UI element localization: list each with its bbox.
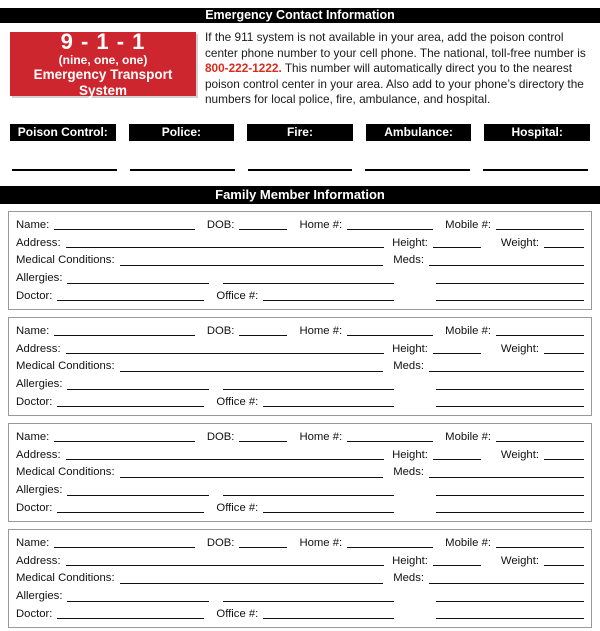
mobile-phone-field-line[interactable] <box>496 228 584 230</box>
member-row-allergies <box>16 374 584 392</box>
member-row-name <box>16 215 584 233</box>
member-row-allergies <box>16 268 584 286</box>
mobile-phone-label: Mobile #: <box>445 536 491 549</box>
name-label: Name: <box>16 536 50 549</box>
meds-continuation-line-1[interactable] <box>436 600 584 602</box>
doctor-label: Doctor: <box>16 607 53 620</box>
name-label: Name: <box>16 218 50 231</box>
member-row-medical <box>16 463 584 481</box>
home-phone-label: Home #: <box>299 218 343 231</box>
height-label: Height: <box>392 448 428 461</box>
height-field-line[interactable] <box>433 352 481 354</box>
doctor-field-line[interactable] <box>57 299 204 301</box>
meds-continuation-line-1[interactable] <box>436 388 584 390</box>
office-phone-field-line[interactable] <box>263 405 394 407</box>
hospital-fill-line[interactable] <box>483 168 588 171</box>
section-header-family-member: Family Member Information <box>0 186 600 204</box>
office-phone-field-line[interactable] <box>263 299 394 301</box>
office-phone-field-line[interactable] <box>263 617 394 619</box>
member-row-address <box>16 445 584 463</box>
meds-continuation-line-2[interactable] <box>436 299 584 301</box>
medical-conditions-field-line[interactable] <box>120 476 384 478</box>
contact-label-fire: Fire: <box>247 124 353 141</box>
meds-label: Meds: <box>393 360 424 373</box>
dob-label: DOB: <box>206 430 235 443</box>
address-label: Address: <box>16 342 61 355</box>
meds-label: Meds: <box>393 254 424 267</box>
intro-paragraph <box>205 30 590 108</box>
home-phone-field-line[interactable] <box>347 334 433 336</box>
name-label: Name: <box>16 430 50 443</box>
member-row-medical <box>16 357 584 375</box>
allergies-label: Allergies: <box>16 272 63 285</box>
medical-conditions-label: Medical Conditions: <box>16 360 115 373</box>
contact-label-police: Police: <box>129 124 235 141</box>
contact-label-ambulance: Ambulance: <box>366 124 472 141</box>
member-row-doctor <box>16 498 584 516</box>
mobile-phone-label: Mobile #: <box>445 430 491 443</box>
911-subtitle: Emergency Transport System <box>33 66 173 98</box>
contact-label-poison-control: Poison Control: <box>10 124 116 141</box>
member-row-name <box>16 321 584 339</box>
ambulance-fill-line[interactable] <box>365 168 470 171</box>
medical-conditions-label: Medical Conditions: <box>16 254 115 267</box>
allergies-label: Allergies: <box>16 484 63 497</box>
family-member-block <box>8 317 592 416</box>
meds-label: Meds: <box>393 572 424 585</box>
meds-continuation-line-2[interactable] <box>436 405 584 407</box>
height-field-line[interactable] <box>433 458 481 460</box>
height-label: Height: <box>392 554 428 567</box>
member-row-allergies <box>16 586 584 604</box>
allergies-continuation-line[interactable] <box>223 600 394 602</box>
member-row-doctor <box>16 392 584 410</box>
member-row-allergies <box>16 480 584 498</box>
address-field-line[interactable] <box>66 246 385 248</box>
police-fill-line[interactable] <box>130 168 235 171</box>
911-number: 9 - 1 - 1 <box>60 28 146 54</box>
meds-field-line[interactable] <box>429 476 584 478</box>
allergies-field-line[interactable] <box>67 600 209 602</box>
meds-continuation-line-2[interactable] <box>436 511 584 513</box>
height-field-line[interactable] <box>433 564 481 566</box>
intro-text-before: If the 911 system is not available in your area, add the poison control center phone number to your cell phone. The national, toll-free number is <box>205 30 586 60</box>
dob-label: DOB: <box>206 324 235 337</box>
fire-fill-line[interactable] <box>248 168 353 171</box>
weight-field-line[interactable] <box>544 246 584 248</box>
doctor-label: Doctor: <box>16 395 53 408</box>
address-field-line[interactable] <box>66 352 385 354</box>
home-phone-label: Home #: <box>299 324 343 337</box>
home-phone-field-line[interactable] <box>347 440 433 442</box>
mobile-phone-field-line[interactable] <box>496 334 584 336</box>
dob-label: DOB: <box>206 218 235 231</box>
poison-control-fill-line[interactable] <box>12 168 117 171</box>
address-label: Address: <box>16 554 61 567</box>
doctor-label: Doctor: <box>16 501 53 514</box>
name-field-line[interactable] <box>54 546 195 548</box>
name-field-line[interactable] <box>54 228 195 230</box>
medical-conditions-field-line[interactable] <box>120 582 384 584</box>
doctor-field-line[interactable] <box>57 617 204 619</box>
doctor-label: Doctor: <box>16 289 53 302</box>
office-phone-label: Office #: <box>216 395 259 408</box>
member-row-medical <box>16 251 584 269</box>
mobile-phone-field-line[interactable] <box>496 440 584 442</box>
medical-conditions-field-line[interactable] <box>120 264 384 266</box>
section-header-emergency-contact: Emergency Contact Information <box>0 8 600 23</box>
weight-field-line[interactable] <box>544 458 584 460</box>
medical-conditions-label: Medical Conditions: <box>16 466 115 479</box>
meds-field-line[interactable] <box>429 264 584 266</box>
emergency-contacts-fill-lines <box>12 168 588 171</box>
office-phone-label: Office #: <box>216 607 259 620</box>
allergies-field-line[interactable] <box>67 388 209 390</box>
weight-field-line[interactable] <box>544 352 584 354</box>
doctor-field-line[interactable] <box>57 405 204 407</box>
office-phone-label: Office #: <box>216 289 259 302</box>
allergies-label: Allergies: <box>16 590 63 603</box>
member-row-name <box>16 533 584 551</box>
intro-text-after: This number will automatically direct you to the nearest poison control center in your area. Also add to your phone’s directory the numbers for local police, fire, ambulance, and hospital. <box>205 61 584 107</box>
dob-label: DOB: <box>206 536 235 549</box>
mobile-phone-label: Mobile #: <box>445 218 491 231</box>
member-row-address <box>16 233 584 251</box>
address-field-line[interactable] <box>66 564 385 566</box>
911-phonetic: (nine, one, one) <box>58 52 148 67</box>
family-member-block <box>8 423 592 522</box>
weight-label: Weight: <box>500 554 539 567</box>
911-emergency-box <box>10 28 196 98</box>
family-member-block <box>8 211 592 310</box>
member-row-address <box>16 339 584 357</box>
name-field-line[interactable] <box>54 334 195 336</box>
member-row-doctor <box>16 604 584 622</box>
address-field-line[interactable] <box>66 458 385 460</box>
poison-control-phone-number: 800-222-1222. <box>205 61 282 76</box>
office-phone-field-line[interactable] <box>263 511 394 513</box>
dob-field-line[interactable] <box>239 334 287 336</box>
height-field-line[interactable] <box>433 246 481 248</box>
address-label: Address: <box>16 448 61 461</box>
medical-conditions-label: Medical Conditions: <box>16 572 115 585</box>
meds-field-line[interactable] <box>429 582 584 584</box>
weight-label: Weight: <box>500 448 539 461</box>
allergies-field-line[interactable] <box>67 282 209 284</box>
family-member-block <box>8 529 592 628</box>
member-row-medical <box>16 569 584 587</box>
weight-label: Weight: <box>500 342 539 355</box>
home-phone-label: Home #: <box>299 536 343 549</box>
meds-continuation-line-1[interactable] <box>436 282 584 284</box>
home-phone-field-line[interactable] <box>347 546 433 548</box>
family-members-list <box>8 211 592 628</box>
allergies-label: Allergies: <box>16 378 63 391</box>
name-field-line[interactable] <box>54 440 195 442</box>
doctor-field-line[interactable] <box>57 511 204 513</box>
mobile-phone-field-line[interactable] <box>496 546 584 548</box>
meds-continuation-line-1[interactable] <box>436 494 584 496</box>
dob-field-line[interactable] <box>239 546 287 548</box>
meds-continuation-line-2[interactable] <box>436 617 584 619</box>
member-row-doctor <box>16 286 584 304</box>
dob-field-line[interactable] <box>239 228 287 230</box>
member-row-address <box>16 551 584 569</box>
weight-field-line[interactable] <box>544 564 584 566</box>
weight-label: Weight: <box>500 236 539 249</box>
height-label: Height: <box>392 236 428 249</box>
address-label: Address: <box>16 236 61 249</box>
home-phone-label: Home #: <box>299 430 343 443</box>
member-row-name <box>16 427 584 445</box>
height-label: Height: <box>392 342 428 355</box>
allergies-continuation-line[interactable] <box>223 494 394 496</box>
allergies-continuation-line[interactable] <box>223 388 394 390</box>
mobile-phone-label: Mobile #: <box>445 324 491 337</box>
medical-conditions-field-line[interactable] <box>120 370 384 372</box>
meds-field-line[interactable] <box>429 370 584 372</box>
name-label: Name: <box>16 324 50 337</box>
office-phone-label: Office #: <box>216 501 259 514</box>
dob-field-line[interactable] <box>239 440 287 442</box>
home-phone-field-line[interactable] <box>347 228 433 230</box>
allergies-continuation-line[interactable] <box>223 282 394 284</box>
contact-label-hospital: Hospital: <box>484 124 590 141</box>
allergies-field-line[interactable] <box>67 494 209 496</box>
emergency-contacts-row <box>10 124 590 141</box>
intro-section <box>10 28 590 108</box>
meds-label: Meds: <box>393 466 424 479</box>
